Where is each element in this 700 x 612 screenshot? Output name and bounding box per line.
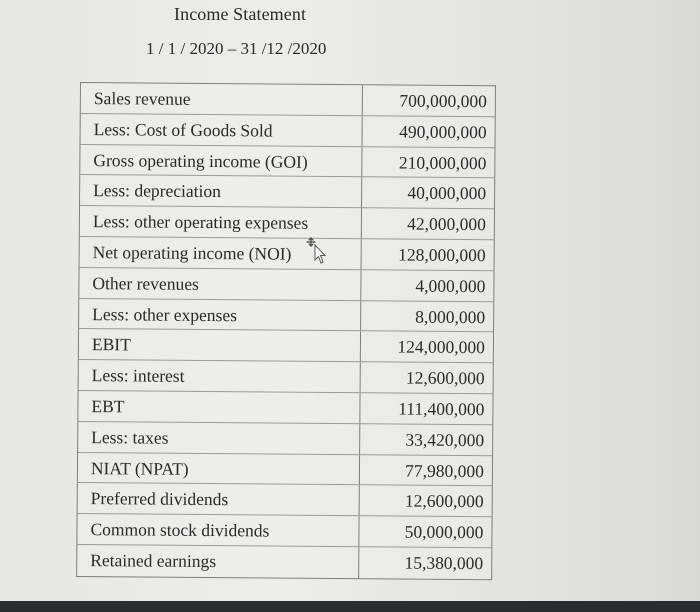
row-value: 12,600,000 [405,367,485,389]
row-value: 8,000,000 [415,306,486,327]
row-label: EBIT [79,329,361,361]
row-value: 124,000,000 [397,336,486,358]
row-label: Other revenues [79,268,361,300]
row-value: 42,000,000 [407,213,486,235]
table-row [80,206,494,240]
move-cursor-icon [305,236,327,266]
row-label: Net operating income (NOI) [80,237,362,269]
table-row [81,114,495,148]
row-value: 4,000,000 [415,275,486,296]
row-label: Less: other operating expenses [80,206,362,238]
income-statement-table [76,82,496,580]
statement-title: Income Statement [174,4,307,24]
row-label: Gross operating income (GOI) [80,145,362,177]
row-value: 210,000,000 [398,152,487,173]
row-label: Less: depreciation [80,175,362,207]
table-row [81,83,495,117]
table-row [79,299,493,333]
row-value: 12,600,000 [404,490,484,512]
table-row [77,545,491,579]
row-value: 128,000,000 [398,244,486,266]
table-row [80,145,494,179]
row-value: 111,400,000 [398,398,485,420]
row-value: 77,980,000 [405,460,485,481]
row-value: 50,000,000 [404,521,484,543]
table-row [78,453,492,487]
table-row [77,514,491,548]
row-label: Preferred dividends [78,483,360,515]
row-value: 700,000,000 [399,90,487,112]
table-row [78,422,492,456]
row-label: Retained earnings [77,545,359,578]
row-value: 40,000,000 [407,182,487,204]
table-row [80,175,494,209]
screen-bezel [0,601,700,612]
table-row [78,391,492,425]
statement-period: 1 / 1 / 2020 – 31 /12 /2020 [146,39,327,58]
row-label: Less: other expenses [79,299,361,331]
row-label: Common stock dividends [77,514,359,546]
row-label: Sales revenue [81,83,363,115]
table-row [80,237,494,271]
table-row [79,329,493,363]
row-label: NIAT (NPAT) [78,453,360,485]
row-value: 33,420,000 [405,429,485,450]
row-label: Less: Cost of Goods Sold [81,114,363,146]
table-row [79,360,493,394]
row-value: 15,380,000 [404,552,484,574]
row-label: EBT [78,391,360,423]
row-label: Less: taxes [78,422,360,454]
row-label: Less: interest [79,360,361,392]
row-value: 490,000,000 [399,121,487,142]
table-row [79,268,493,302]
table-row [78,483,492,517]
